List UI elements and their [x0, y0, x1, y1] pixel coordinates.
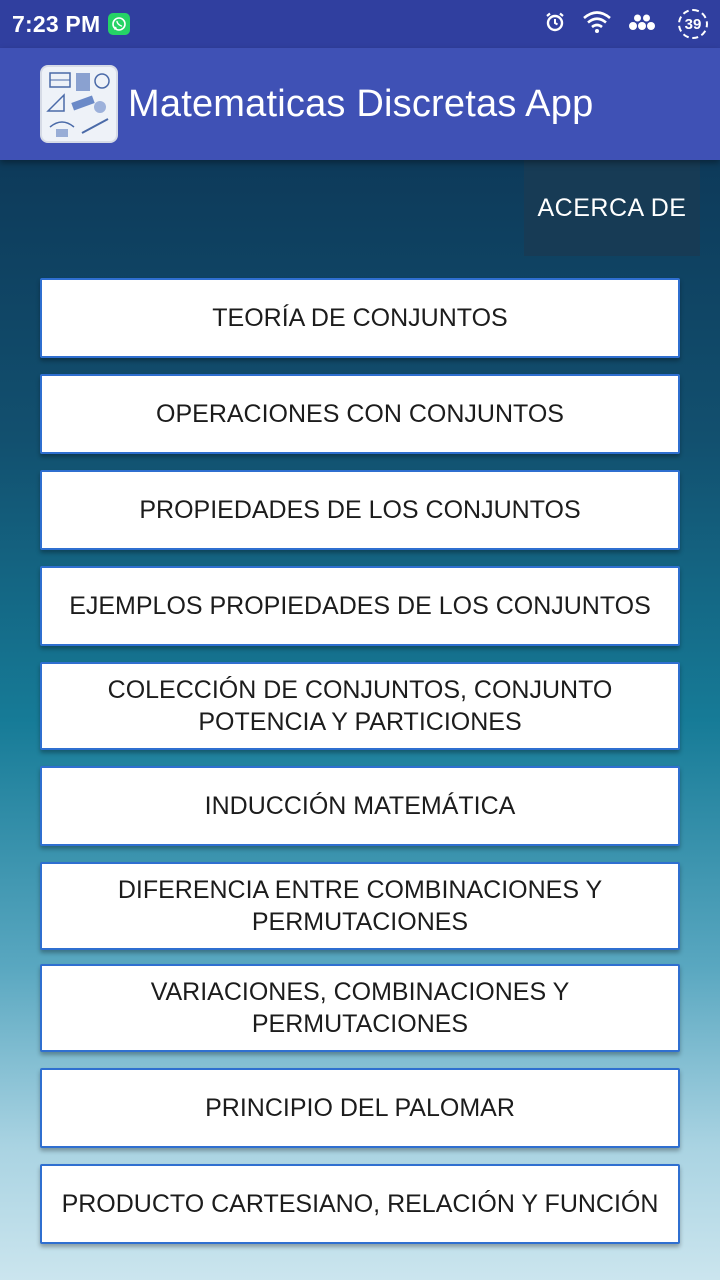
menu-item-ejemplos-propiedades[interactable]: EJEMPLOS PROPIEDADES DE LOS CONJUNTOS	[40, 566, 680, 646]
status-icons	[544, 9, 708, 39]
menu-item-teoria-conjuntos[interactable]: TEORÍA DE CONJUNTOS	[40, 278, 680, 358]
menu-item-induccion-matematica[interactable]: INDUCCIÓN MATEMÁTICA	[40, 766, 680, 846]
menu-item-operaciones-conjuntos[interactable]: OPERACIONES CON CONJUNTOS	[40, 374, 680, 454]
menu-item-variaciones[interactable]: VARIACIONES, COMBINACIONES Y PERMUTACIONES	[40, 964, 680, 1052]
menu-item-principio-palomar[interactable]: PRINCIPIO DEL PALOMAR	[40, 1068, 680, 1148]
wifi-icon	[582, 10, 612, 39]
math-supplies-logo	[40, 65, 118, 143]
battery-icon: 39	[678, 9, 708, 39]
status-bar	[0, 0, 720, 48]
menu-item-diferencia-combinaciones[interactable]: DIFERENCIA ENTRE COMBINACIONES Y PERMUTACIONES	[40, 862, 680, 950]
status-time: 7:23 PM	[12, 10, 101, 37]
app-bar	[0, 48, 720, 160]
menu-item-propiedades-conjuntos[interactable]: PROPIEDADES DE LOS CONJUNTOS	[40, 470, 680, 550]
signal-icon	[628, 12, 662, 37]
main-content	[0, 160, 720, 1280]
whatsapp-icon	[108, 13, 130, 35]
about-button[interactable]: ACERCA DE	[524, 160, 700, 256]
alarm-icon	[544, 11, 566, 38]
app-title: Matematicas Discretas App	[128, 82, 594, 125]
menu-item-coleccion-conjuntos[interactable]: COLECCIÓN DE CONJUNTOS, CONJUNTO POTENCIA Y PARTICIONES	[40, 662, 680, 750]
menu-item-producto-cartesiano[interactable]: PRODUCTO CARTESIANO, RELACIÓN Y FUNCIÓN	[40, 1164, 680, 1244]
